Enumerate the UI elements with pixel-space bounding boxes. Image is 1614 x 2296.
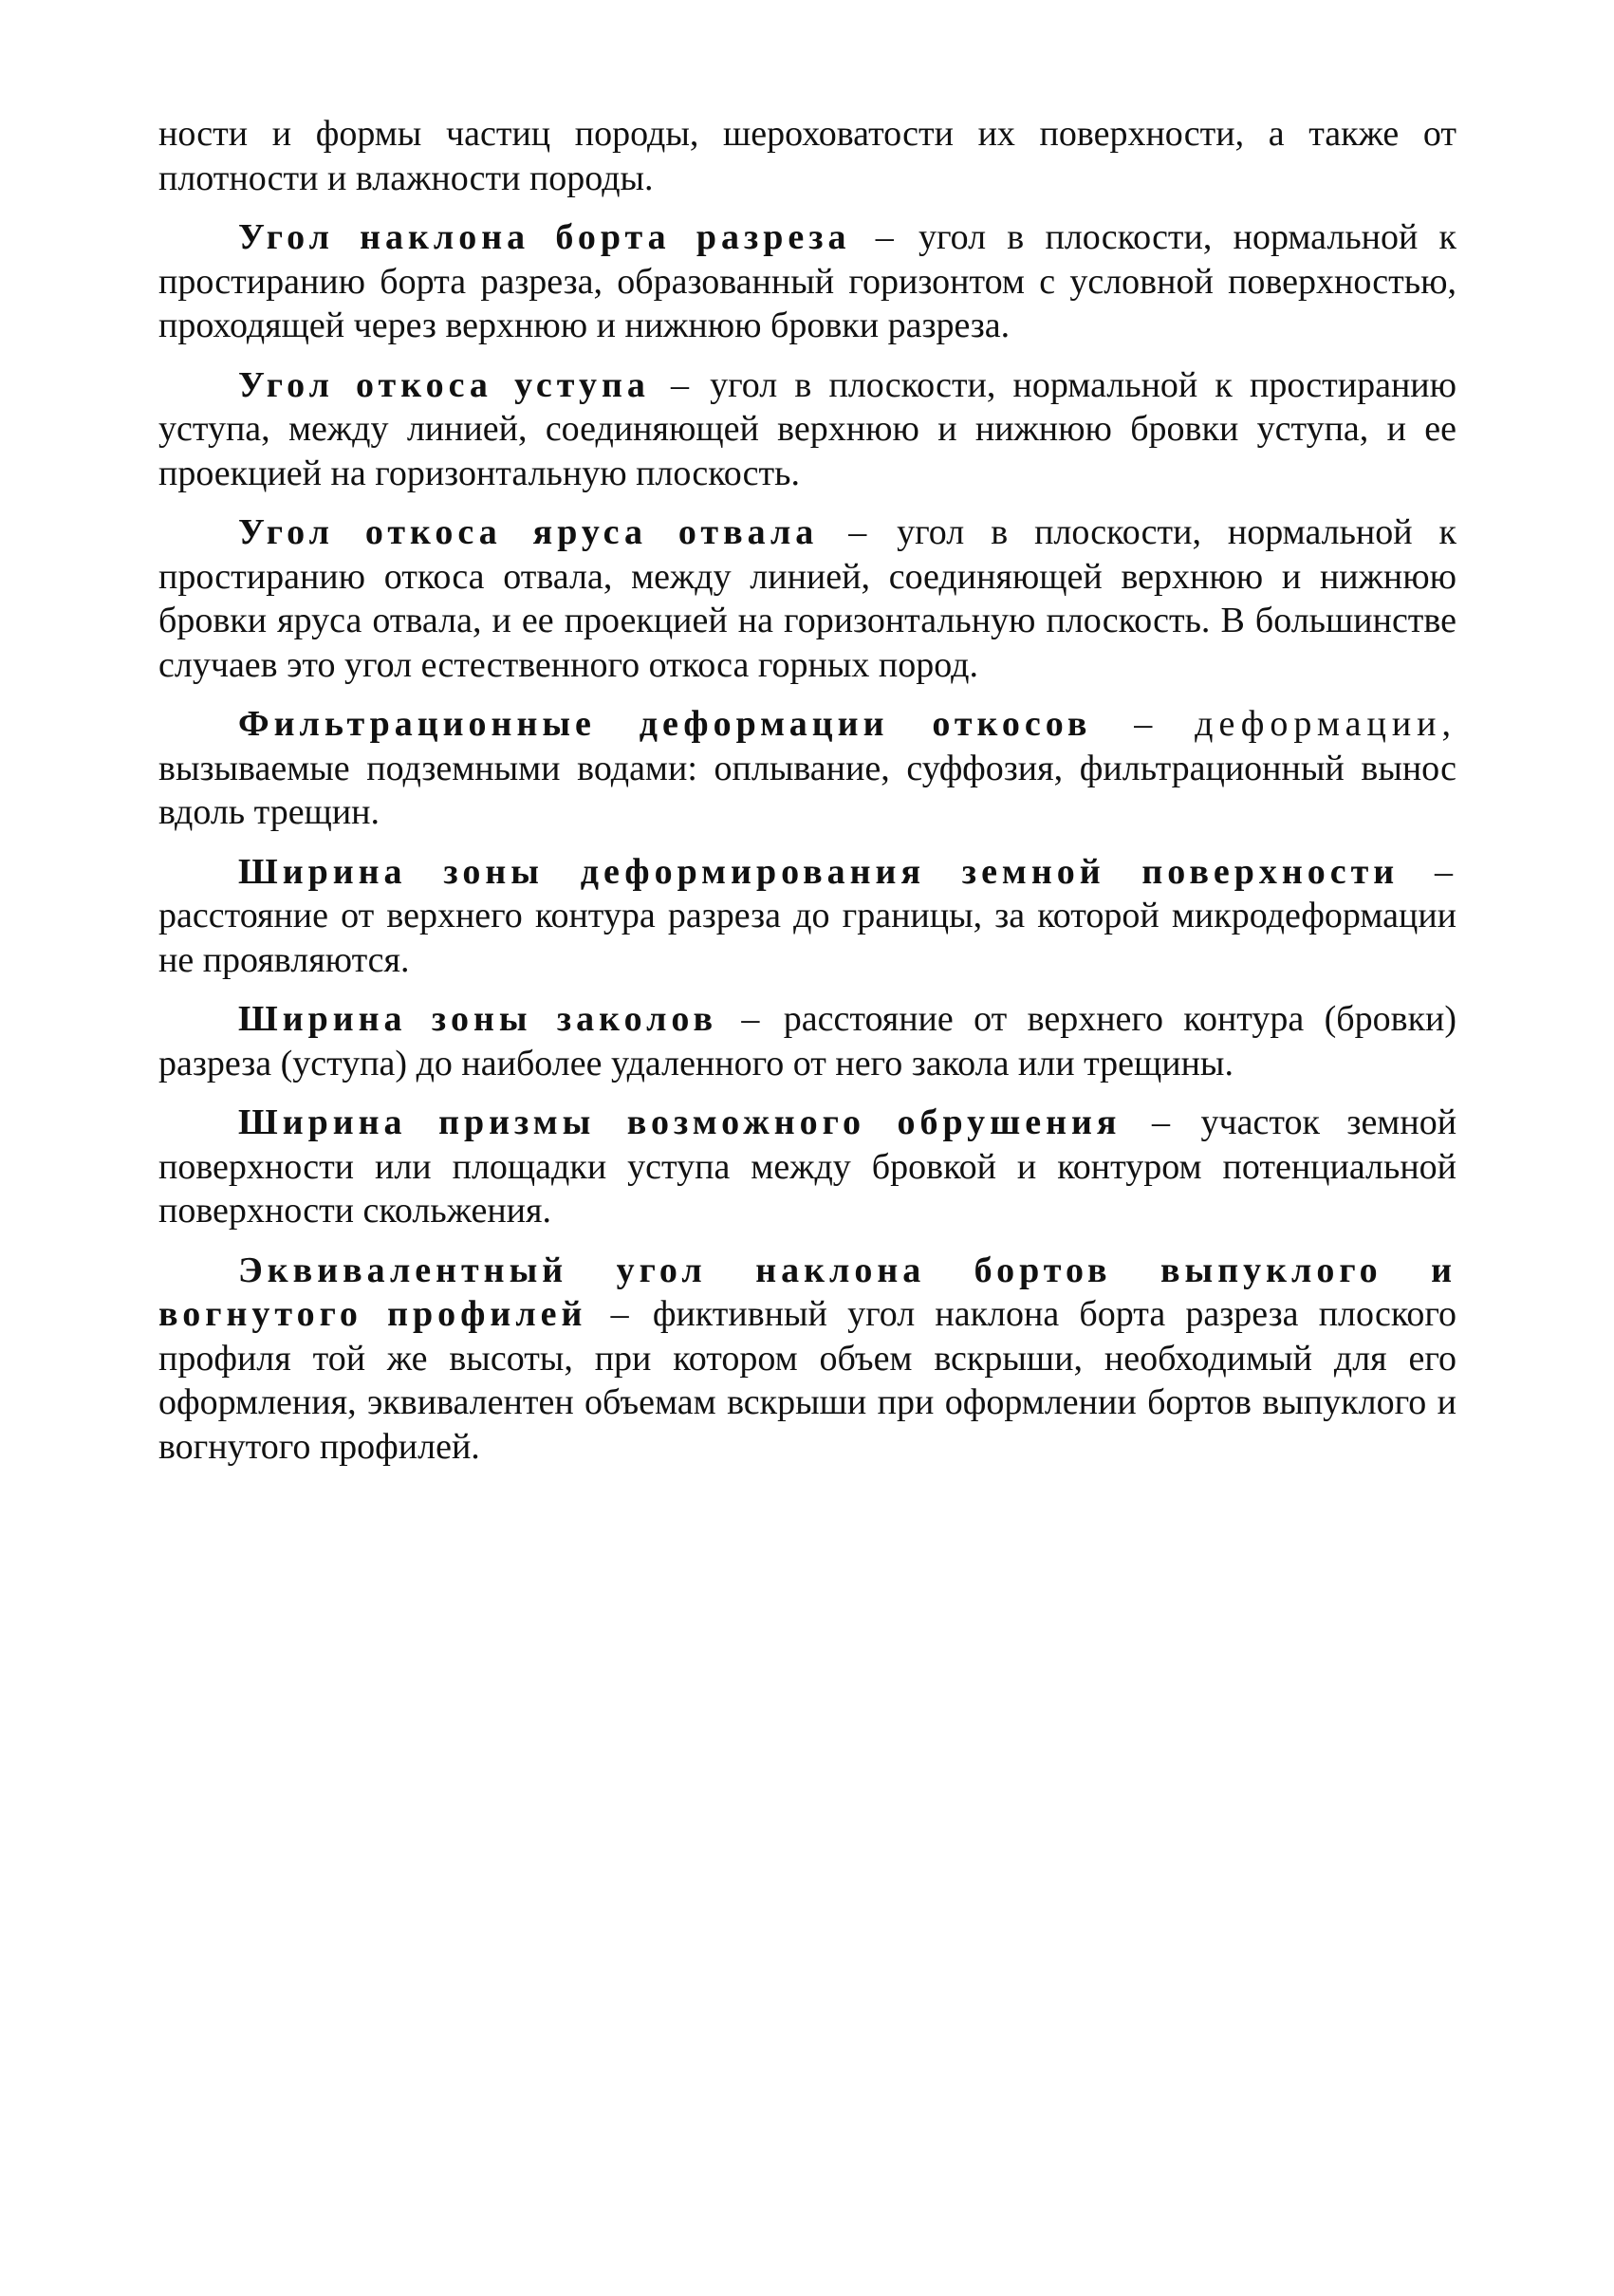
definition-collapse-prism-width [158,1101,1456,1233]
dash: – [671,364,689,405]
paragraph-continuation [158,112,1456,200]
definition-filtration-deformations [158,702,1456,835]
definition-term: Угол откоса уступа [238,364,650,405]
definition-text: фиктивный угол наклона борта разреза плоского профиля той же высоты, при котором объем вскрыши, необходимый для его оформления, эквивалентен объемам вскрыши при оформлении бортов выпуклого и вогнутого профилей. [158,1294,1457,1467]
definition-bench-slope-angle [158,363,1456,496]
dash: – [610,1294,629,1334]
definition-text: расстояние от верхнего контура разреза до границы, за которой микродеформации не проявляются. [158,896,1456,980]
definition-term: Угол наклона борта разреза [238,217,851,257]
definition-slope-angle [158,215,1456,348]
definition-term: Ширина зоны заколов [238,999,717,1039]
document-page [158,112,1456,1484]
definition-text: вызываемые подземными водами: оплывание, суффозия, фильтрационный вынос вдоль трещин. [158,748,1456,832]
dash: – [848,512,867,552]
paragraph-text: ности и формы частиц породы, шероховатости их поверхности, а также от плотности и влажности породы. [158,114,1456,198]
definition-term: Эквивалентный угол наклона бортов выпуклого и вогнутого профилей [158,1250,1456,1334]
definition-text: угол в плоскости, нормальной к простиранию откоса отвала, между линией, соединяющей верхнюю и нижнюю бровки яруса отвала, и ее проекцией на горизонтальную плоскость. В большинстве случаев это угол естественного откоса горных пород. [158,512,1457,685]
dash: – [1134,704,1153,744]
definition-crack-zone-width [158,997,1456,1085]
dash: – [875,217,894,257]
definition-term: Ширина призмы возможного обрушения [238,1102,1122,1142]
dash: – [1435,851,1454,892]
definition-equivalent-angle [158,1249,1456,1470]
definition-text: участок земной поверхности или площадки уступа между бровкой и контуром потенциальной поверхности скольжения. [158,1102,1457,1231]
definition-dump-tier-slope-angle [158,510,1456,687]
definition-term: Фильтрационные деформации откосов [238,704,1092,744]
definition-deformation-zone-width [158,850,1456,983]
definition-text: угол в плоскости, нормальной к простиранию борта разреза, образованный горизонтом с условной поверхностью, проходящей через верхнюю и нижнюю бровки разреза. [158,217,1457,345]
definition-term: Угол откоса яруса отвала [238,512,819,552]
dash: – [1151,1102,1170,1142]
definition-text: угол в плоскости, нормальной к простиранию уступа, между линией, соединяющей верхнюю и нижнюю бровки уступа, и ее проекцией на горизонтальную плоскость. [158,364,1457,493]
dash: – [741,999,760,1039]
definition-text: расстояние от верхнего контура (бровки) разреза (уступа) до наиболее удаленного от него закола или трещины. [158,999,1457,1083]
definition-text-spaced: деформации, [1195,704,1457,744]
definition-term: Ширина зоны деформирования земной поверхности [238,851,1400,892]
